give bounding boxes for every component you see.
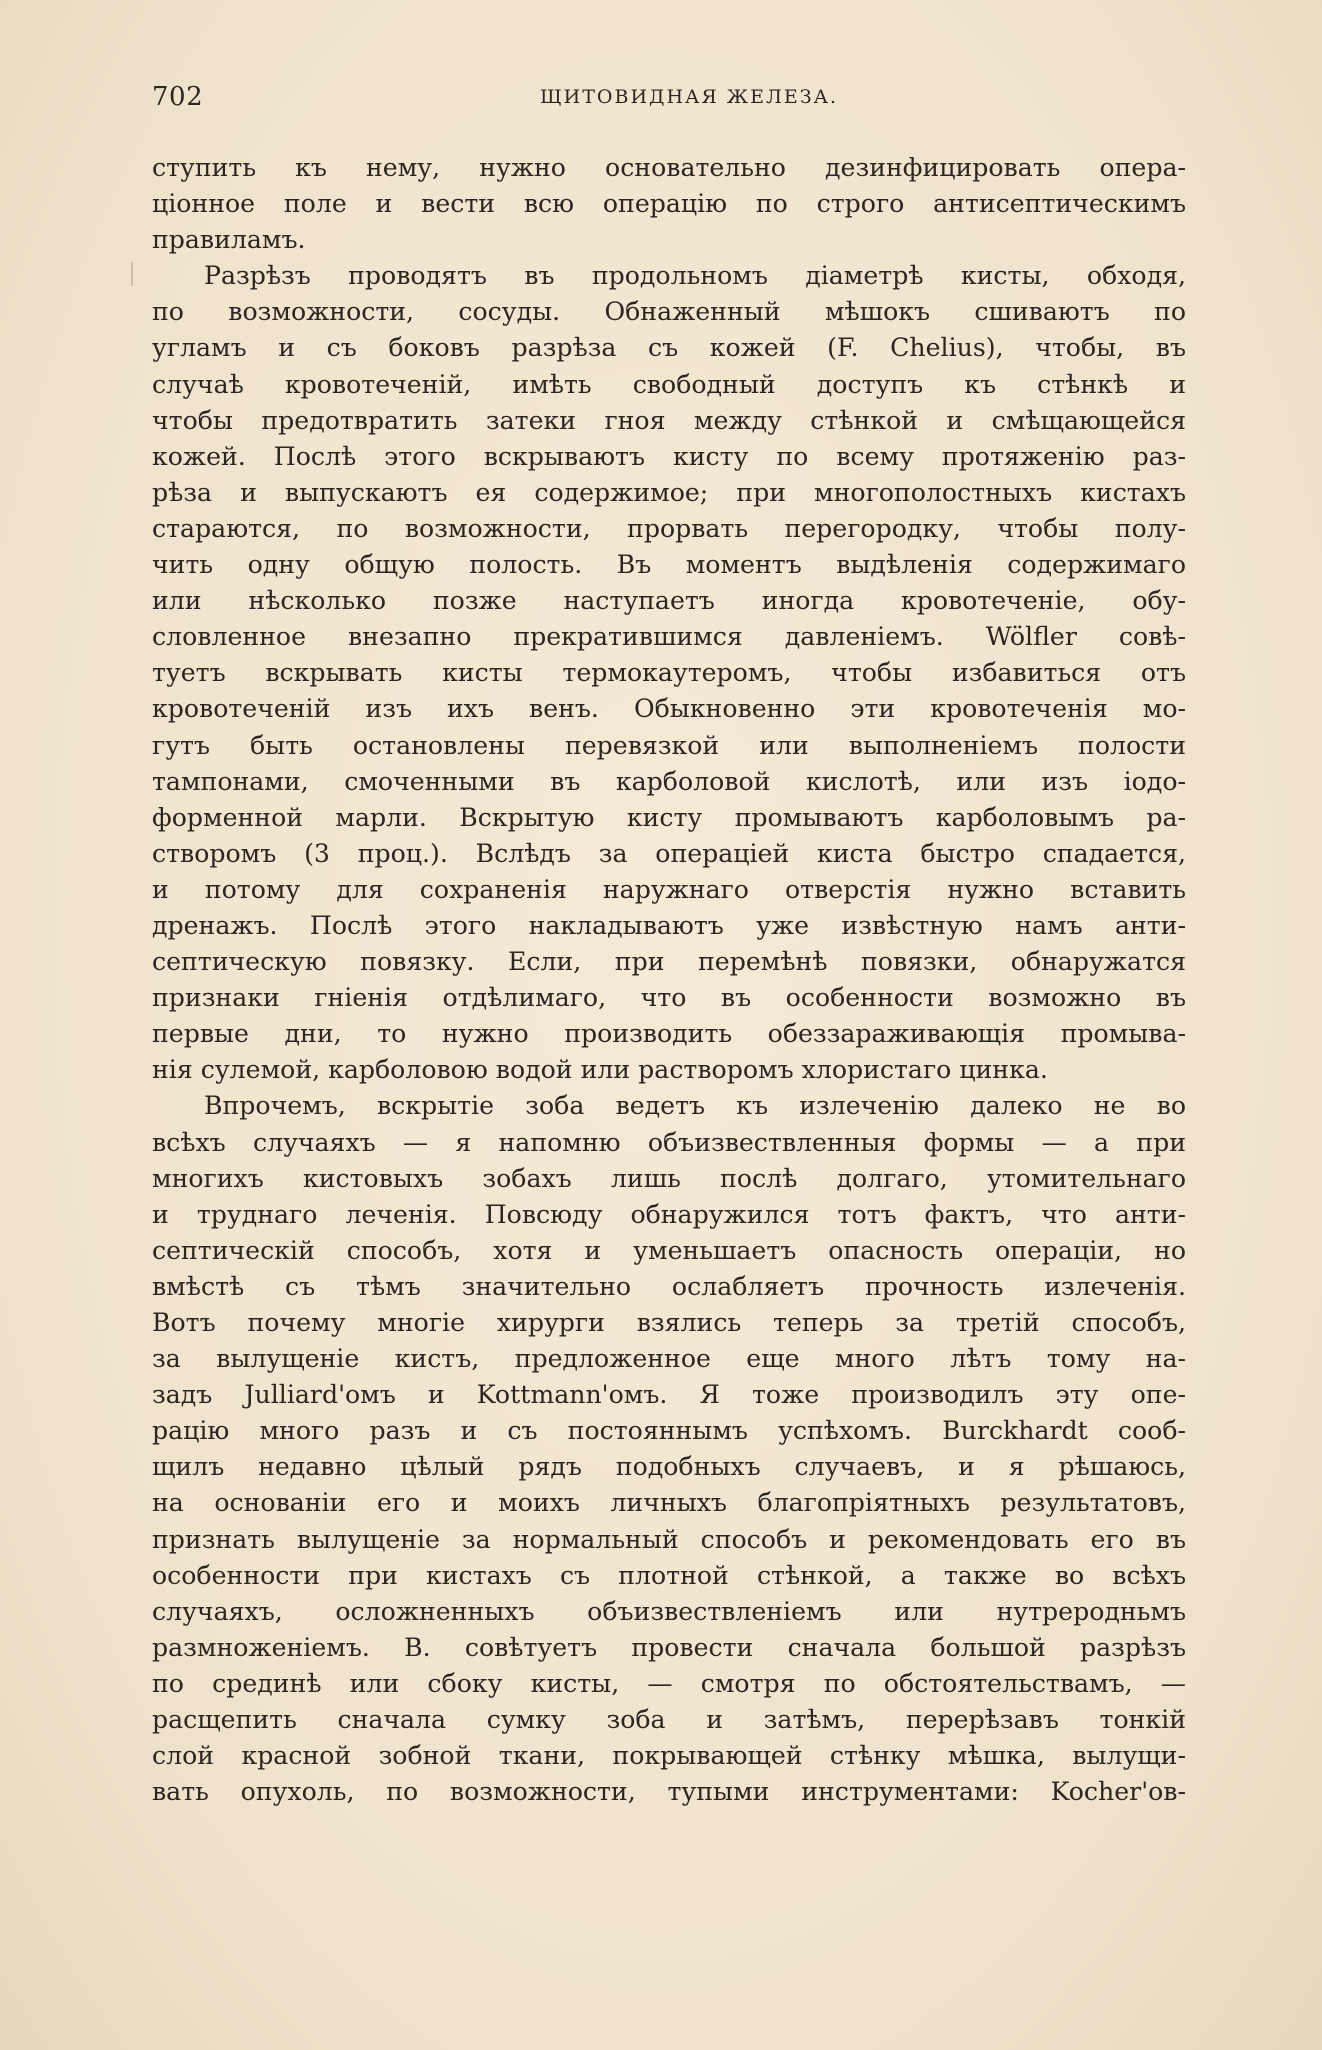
text-line: случаѣ кровотеченій, имѣть свободный доступъ къ стѣнкѣ и <box>152 369 1186 399</box>
text-line: Разрѣзъ проводятъ въ продольномъ діаметрѣ кисты, обходя, <box>204 261 1186 291</box>
text-line: задъ Julliard'омъ и Kottmann'омъ. Я тоже производилъ эту опе- <box>152 1380 1186 1410</box>
text-line: случаяхъ, осложненныхъ объизвествленіемъ или нутреродньмъ <box>152 1596 1186 1626</box>
text-line: по возможности, сосуды. Обнаженный мѣшокъ сшиваютъ по <box>152 297 1186 327</box>
text-line: вмѣстѣ съ тѣмъ значительно ослабляетъ прочность излеченія. <box>152 1271 1186 1301</box>
text-line: по срединѣ или сбоку кисты, — смотря по обстоятельствамъ, — <box>152 1668 1186 1698</box>
text-line: расщепить сначала сумку зоба и затѣмъ, перерѣзавъ тонкій <box>152 1705 1186 1735</box>
text-line: многихъ кистовыхъ зобахъ лишь послѣ долгаго, утомительнаго <box>152 1163 1186 1193</box>
text-line: кровотеченій изъ ихъ венъ. Обыкновенно эти кровотеченія мо- <box>152 694 1186 724</box>
text-line: рацію много разъ и съ постояннымъ успѣхомъ. Burckhardt сооб- <box>152 1416 1186 1446</box>
text-line: рѣза и выпускаютъ ея содержимое; при многополостныхъ кистахъ <box>152 477 1186 507</box>
text-line: стараются, по возможности, прорвать перегородку, чтобы полу- <box>152 513 1186 543</box>
text-line: угламъ и съ боковъ разрѣза съ кожей (F. Chelius), чтобы, въ <box>152 333 1186 363</box>
text-line: признаки гніенія отдѣлимаго, что въ особенности возможно въ <box>152 983 1186 1013</box>
text-line: вать опухоль, по возможности, тупыми инструментами: Kocher'ов- <box>152 1777 1186 1807</box>
page-header <box>152 82 1186 116</box>
text-line: ступить къ нему, нужно основательно дезинфицировать опера- <box>152 153 1186 182</box>
text-line: и потому для сохраненія наружнаго отверстія нужно вставить <box>152 874 1186 904</box>
text-line: и труднаго леченія. Повсюду обнаружился тотъ фактъ, что анти- <box>152 1199 1186 1229</box>
text-line: всѣхъ случаяхъ — я напомню объизвествленныя формы — а при <box>152 1127 1186 1157</box>
text-line: ціонное поле и вести всю операцію по строго антисептическимъ <box>152 189 1186 219</box>
scan-mark <box>131 262 133 286</box>
text-line: чить одну общую полость. Въ моментъ выдѣленія содержимаго <box>152 550 1186 580</box>
text-line: форменной марли. Вскрытую кисту промываютъ карболовымъ ра- <box>152 802 1186 832</box>
text-line: кожей. Послѣ этого вскрываютъ кисту по всему протяженію раз- <box>152 441 1186 471</box>
text-line: септическую повязку. Если, при перемѣнѣ повязки, обнаружатся <box>152 947 1186 977</box>
text-line: первые дни, то нужно производить обеззараживающія промыва- <box>152 1019 1186 1049</box>
text-line: септическій способъ, хотя и уменьшаетъ опасность операціи, но <box>152 1235 1186 1265</box>
text-line: тампонами, смоченными въ карболовой кислотѣ, или изъ іодо- <box>152 766 1186 796</box>
text-line: особенности при кистахъ съ плотной стѣнкой, а также во всѣхъ <box>152 1560 1186 1590</box>
text-line: дренажъ. Послѣ этого накладываютъ уже извѣстную намъ анти- <box>152 910 1186 940</box>
text-line: или нѣсколько позже наступаетъ иногда кровотеченіе, обу- <box>152 586 1186 616</box>
text-line: гутъ быть остановлены перевязкой или выполненіемъ полости <box>152 730 1186 760</box>
text-line: словленное внезапно прекратившимся давленіемъ. Wölfler совѣ- <box>152 622 1186 652</box>
text-line: Вотъ почему многіе хирурги взялись теперь за третій способъ, <box>152 1308 1186 1337</box>
text-line: за вылущеніе кистъ, предложенное еще много лѣтъ тому на- <box>152 1344 1186 1374</box>
body-text <box>152 150 1186 1810</box>
text-line: на основаніи его и моихъ личныхъ благопріятныхъ результатовъ, <box>152 1488 1186 1518</box>
text-line: чтобы предотвратить затеки гноя между стѣнкой и смѣщающейся <box>152 405 1186 435</box>
page-number: 702 <box>152 82 204 112</box>
text-line: створомъ (3 проц.). Вслѣдъ за операціей киста быстро спадается, <box>152 838 1186 868</box>
text-line: признать вылущеніе за нормальный способъ и рекомендовать его въ <box>152 1524 1186 1554</box>
text-line: правиламъ. <box>152 225 306 255</box>
running-title: ЩИТОВИДНАЯ ЖЕЛЕЗА. <box>539 86 839 108</box>
text-line: Впрочемъ, вскрытіе зоба ведетъ къ излеченію далеко не во <box>204 1091 1186 1121</box>
text-line: слой красной зобной ткани, покрывающей стѣнку мѣшка, вылущи- <box>152 1741 1186 1771</box>
text-line: нія сулемой, карболовою водой или растворомъ хлористаго цинка. <box>152 1055 1048 1085</box>
text-line: размноженіемъ. B. совѣтуетъ провести сначала большой разрѣзъ <box>152 1632 1186 1662</box>
text-line: щилъ недавно цѣлый рядъ подобныхъ случаевъ, и я рѣшаюсь, <box>152 1452 1186 1482</box>
text-line: туетъ вскрывать кисты термокаутеромъ, чтобы избавиться отъ <box>152 658 1186 688</box>
